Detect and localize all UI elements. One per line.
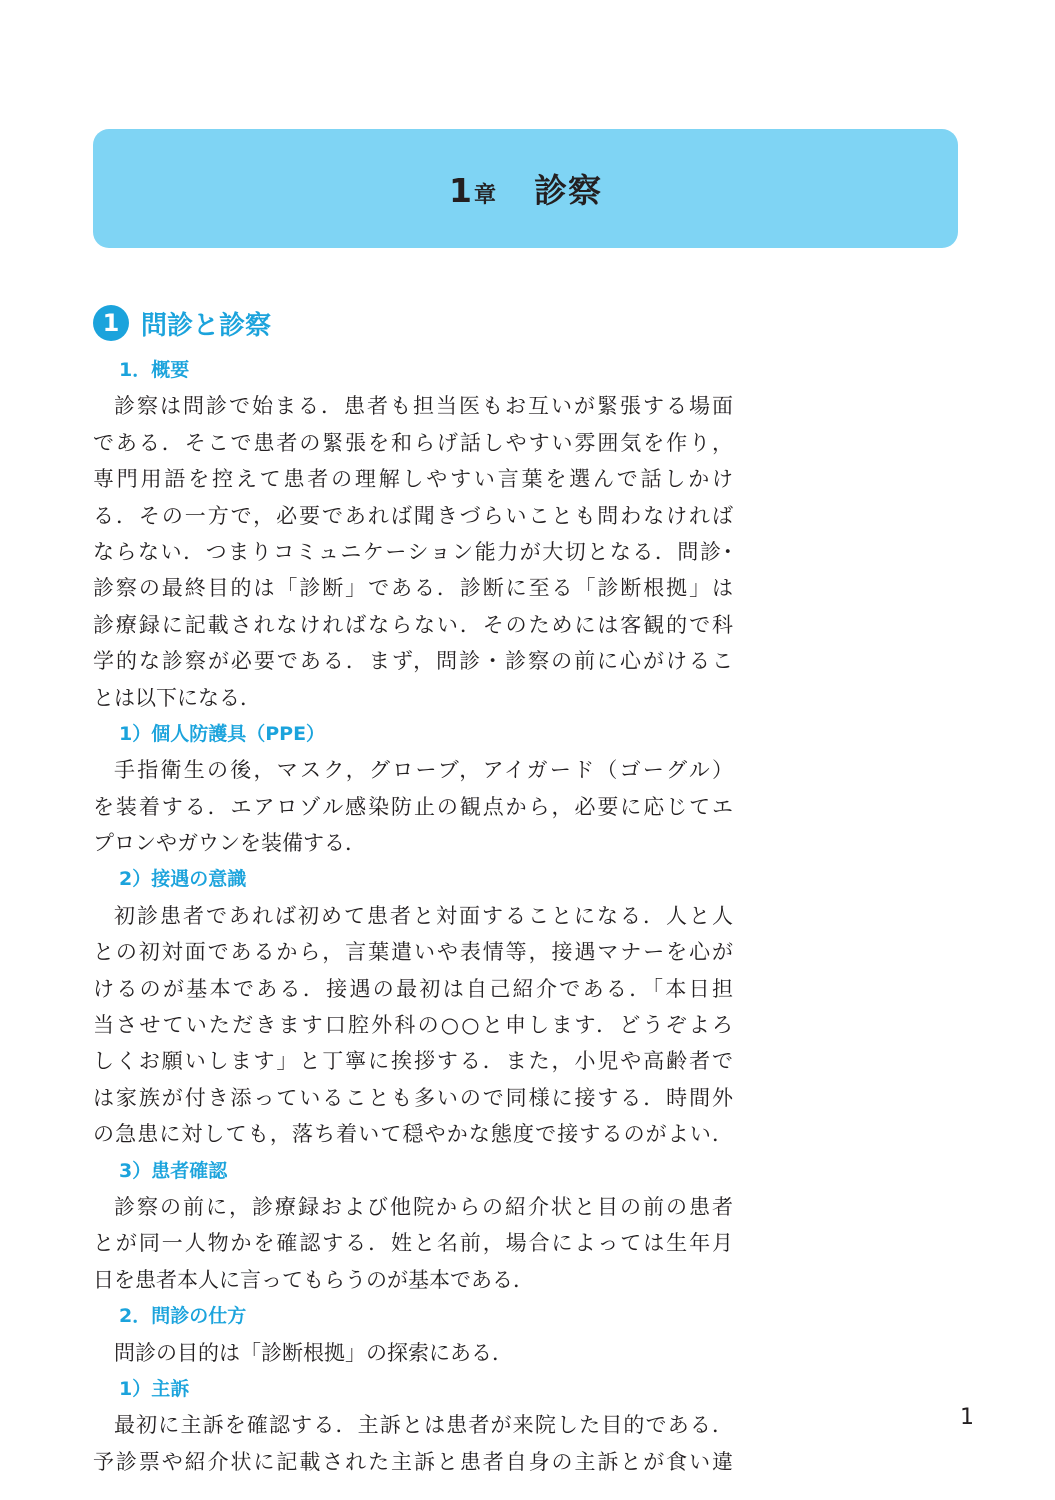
chapter-title xyxy=(449,165,602,212)
chapter-label: 章 xyxy=(473,183,496,208)
subheading: 2）接遇の意識 xyxy=(119,868,247,891)
text-line: を装着する．エアロゾル感染防止の観点から，必要に応じてエ xyxy=(93,794,733,819)
text-line: 診療録に記載されなければならない．そのためには客観的で科 xyxy=(93,612,733,637)
text-line: 日を患者本人に言ってもらうのが基本である． xyxy=(93,1267,534,1292)
text-line: の急患に対しても，落ち着いて穏やかな態度で接するのがよい． xyxy=(93,1122,733,1147)
text-line: 当させていただきます口腔外科の○○と申します．どうぞよろ xyxy=(93,1013,733,1038)
chapter-number: 1 xyxy=(449,171,472,210)
page-number: 1 xyxy=(960,1405,974,1430)
text-line: 診察の最終目的は「診断」である．診断に至る「診断根拠」は xyxy=(93,576,733,601)
text-line: との初対面であるから，言葉遣いや表情等，接遇マナーを心が xyxy=(93,940,733,965)
subheading: 1）主訴 xyxy=(119,1377,190,1400)
text-line: 最初に主訴を確認する．主訴とは患者が来院した目的である． xyxy=(114,1413,733,1438)
subheading: 1）個人防護具（PPE） xyxy=(119,722,326,745)
text-line: 初診患者であれば初めて患者と対面することになる．人と人 xyxy=(114,903,733,928)
text-line: 学的な診察が必要である．まず，問診・診察の前に心がけるこ xyxy=(93,649,733,674)
text-line: 専門用語を控えて患者の理解しやすい言葉を選んで話しかけ xyxy=(93,467,733,492)
text-line: しくお願いします」と丁寧に挨拶する．また，小児や高齢者で xyxy=(93,1049,733,1074)
text-line: けるのが基本である．接遇の最初は自己紹介である．「本日担 xyxy=(93,976,733,1001)
text-line: る．その一方で，必要であれば聞きづらいことも問わなければ xyxy=(93,503,733,528)
subheading: 1．概要 xyxy=(119,359,190,381)
body-text xyxy=(93,352,733,1480)
section-title: 問診と診察 xyxy=(141,310,272,341)
text-line: 予診票や紹介状に記載された主訴と患者自身の主訴とが食い違 xyxy=(93,1449,733,1474)
text-line: は家族が付き添っていることも多いので同様に接する．時間外 xyxy=(93,1085,733,1110)
section-heading xyxy=(93,303,271,343)
text-line: とが同一人物かを確認する．姓と名前，場合によっては生年月 xyxy=(93,1231,733,1256)
text-line: プロンやガウンを装備する． xyxy=(93,831,366,856)
text-line: である．そこで患者の緊張を和らげ話しやすい雰囲気を作り， xyxy=(93,430,733,455)
section-number-badge: 1 xyxy=(93,305,129,341)
text-line: 手指衛生の後，マスク，グローブ，アイガード（ゴーグル） xyxy=(114,758,733,783)
text-line: 診察は問診で始まる．患者も担当医もお互いが緊張する場面 xyxy=(114,394,733,419)
text-line: とは以下になる． xyxy=(93,685,261,710)
subheading: 3）患者確認 xyxy=(119,1159,228,1182)
subheading: 2．問診の仕方 xyxy=(119,1305,247,1328)
chapter-name: 診察 xyxy=(533,171,602,210)
chapter-banner xyxy=(93,129,958,248)
text-line: ならない．つまりコミュニケーション能力が大切となる．問診･ xyxy=(93,539,733,564)
text-line: 問診の目的は「診断根拠」の探索にある． xyxy=(114,1340,513,1365)
text-line: 診察の前に，診療録および他院からの紹介状と目の前の患者 xyxy=(114,1194,733,1219)
